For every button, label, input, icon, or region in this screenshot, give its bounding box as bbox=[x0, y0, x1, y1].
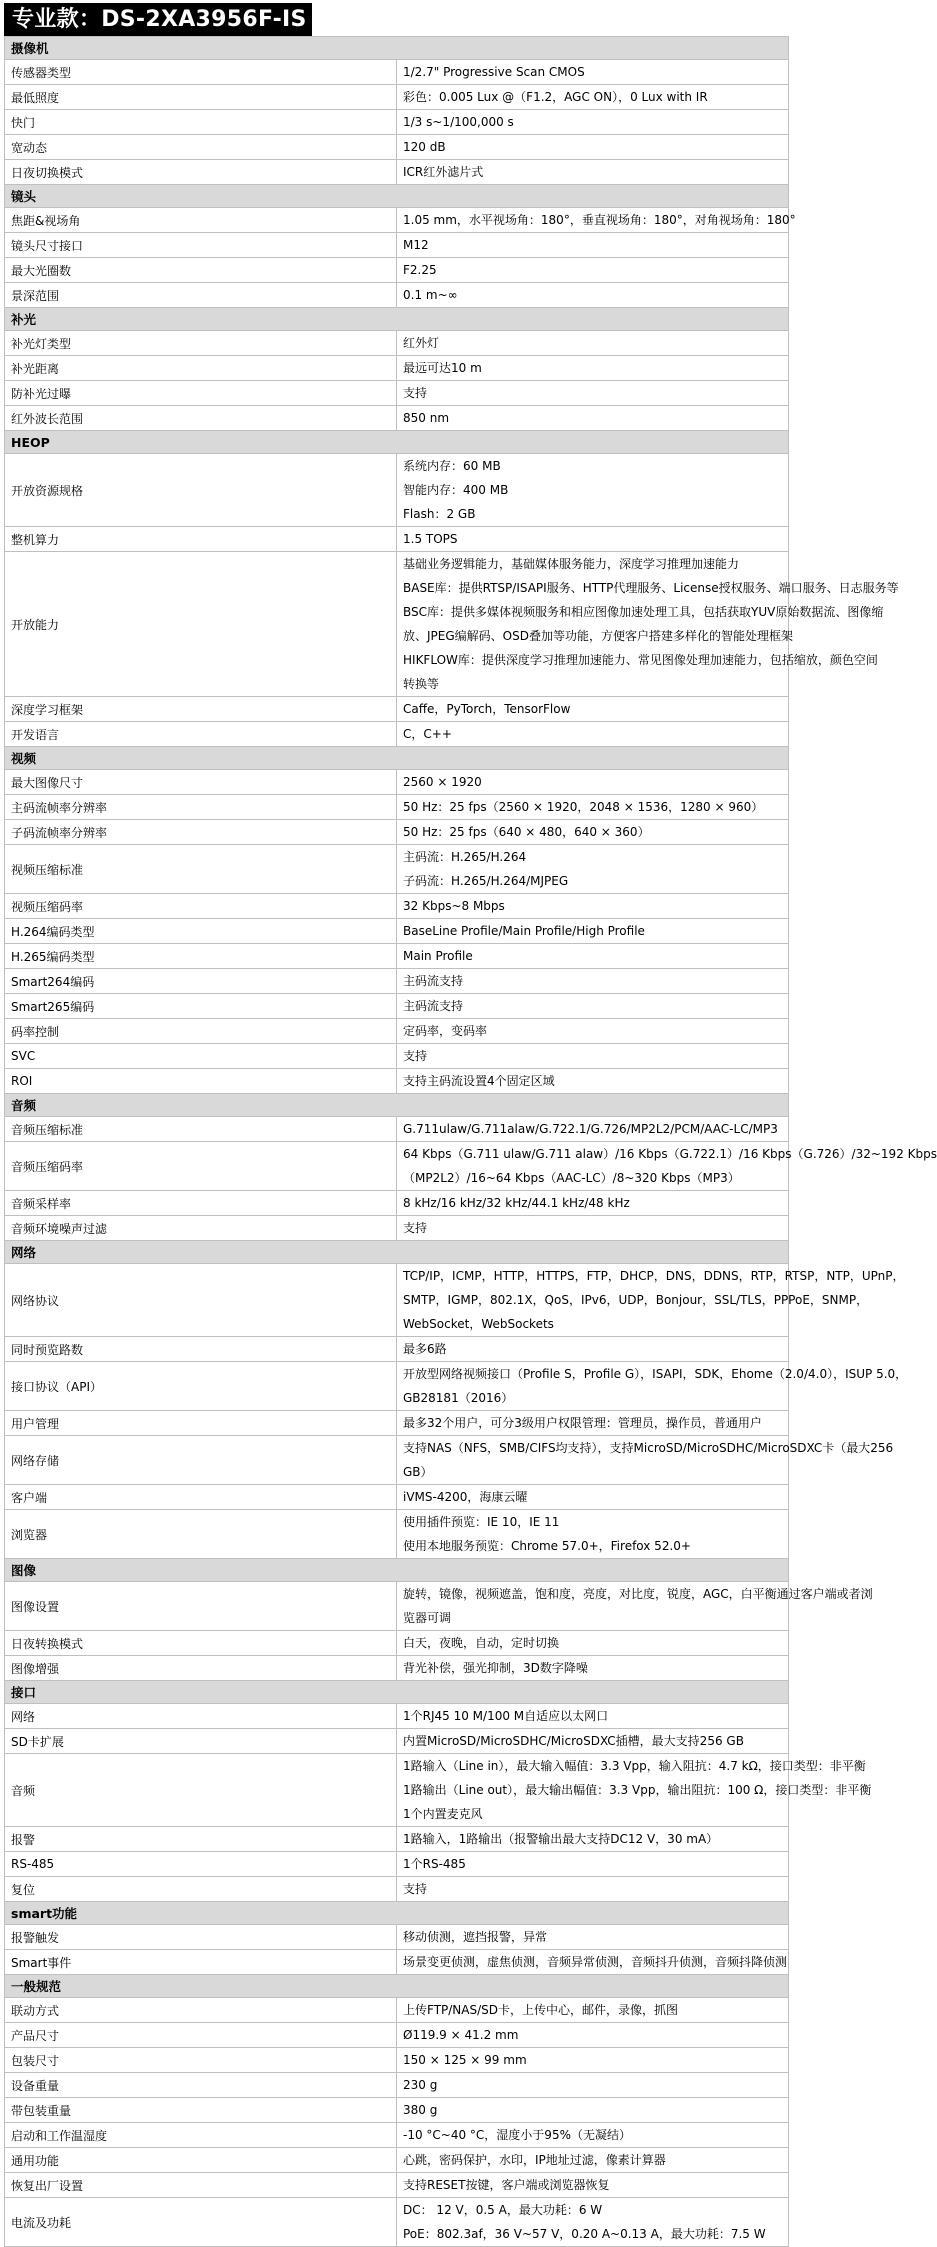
spec-row bbox=[5, 1754, 789, 1827]
spec-value bbox=[397, 944, 789, 969]
spec-value bbox=[397, 406, 789, 431]
spec-row bbox=[5, 1729, 789, 1754]
section-title: 补光 bbox=[5, 308, 789, 331]
spec-row bbox=[5, 527, 789, 552]
spec-row bbox=[5, 1117, 789, 1142]
spec-value-line: Flash：2 GB bbox=[403, 507, 476, 521]
spec-row bbox=[5, 135, 789, 160]
spec-label: 客户端 bbox=[5, 1485, 397, 1510]
spec-value-line: 8 kHz/16 kHz/32 kHz/44.1 kHz/48 kHz bbox=[403, 1196, 630, 1210]
spec-value bbox=[397, 1754, 872, 1827]
spec-row bbox=[5, 60, 789, 85]
spec-label: 同时预览路数 bbox=[5, 1337, 397, 1362]
spec-label: 最大图像尺寸 bbox=[5, 770, 397, 795]
spec-value-line: Main Profile bbox=[403, 949, 473, 963]
spec-value-line: 2560 × 1920 bbox=[403, 775, 482, 789]
spec-value-line: 放、JPEG编解码、OSD叠加等功能，方便客户搭建多样化的智能处理框架 bbox=[403, 629, 793, 643]
spec-label: 防补光过曝 bbox=[5, 381, 397, 406]
spec-value bbox=[397, 1191, 789, 1216]
spec-value-line: ICR红外滤片式 bbox=[403, 165, 484, 179]
spec-value-line: 支持主码流设置4个固定区域 bbox=[403, 1074, 555, 1088]
spec-label: 景深范围 bbox=[5, 283, 397, 308]
spec-row bbox=[5, 2023, 789, 2048]
spec-label: 音频环境噪声过滤 bbox=[5, 1216, 397, 1241]
spec-value-line: BSC库：提供多媒体视频服务和相应图像加速处理工具，包括获取YUV原始数据流、图像缩 bbox=[403, 605, 884, 619]
spec-value bbox=[397, 697, 789, 722]
spec-label: 传感器类型 bbox=[5, 60, 397, 85]
spec-value-line: G.711ulaw/G.711alaw/G.722.1/G.726/MP2L2/PCM/AAC-LC/MP3 bbox=[403, 1122, 778, 1136]
spec-row bbox=[5, 233, 789, 258]
spec-value bbox=[397, 1582, 873, 1631]
spec-label: 联动方式 bbox=[5, 1998, 397, 2023]
spec-value-line: 系统内存：60 MB bbox=[403, 459, 501, 473]
spec-value bbox=[397, 2123, 789, 2148]
spec-value-line: 850 nm bbox=[403, 411, 450, 425]
spec-value bbox=[397, 994, 789, 1019]
spec-value-line: 使用本地服务预览：Chrome 57.0+，Firefox 52.0+ bbox=[403, 1539, 691, 1553]
spec-value-line: 1.5 TOPS bbox=[403, 532, 458, 546]
spec-value bbox=[397, 2023, 789, 2048]
spec-label: 开放能力 bbox=[5, 552, 397, 697]
spec-value-line: -10 °C~40 °C，湿度小于95%（无凝结） bbox=[403, 2128, 631, 2142]
spec-row bbox=[5, 1044, 789, 1069]
spec-value bbox=[397, 1998, 789, 2023]
spec-value-line: 1/2.7" Progressive Scan CMOS bbox=[403, 65, 585, 79]
spec-value bbox=[397, 283, 789, 308]
spec-label: 通用功能 bbox=[5, 2148, 397, 2173]
spec-row bbox=[5, 919, 789, 944]
section-header bbox=[5, 1094, 789, 1117]
spec-value-line: WebSocket，WebSockets bbox=[403, 1317, 554, 1331]
spec-row bbox=[5, 697, 789, 722]
section-header bbox=[5, 1902, 789, 1925]
spec-value bbox=[397, 2173, 789, 2198]
spec-value bbox=[397, 1877, 789, 1902]
spec-value-line: SMTP，IGMP，802.1X，QoS，IPv6，UDP，Bonjour，SSL/TLS，PPPoE，SNMP， bbox=[403, 1293, 869, 1307]
spec-row bbox=[5, 2148, 789, 2173]
section-title: 一般规范 bbox=[5, 1975, 789, 1998]
spec-value bbox=[397, 527, 789, 552]
spec-value bbox=[397, 1704, 789, 1729]
spec-value-line: 最多6路 bbox=[403, 1342, 447, 1356]
spec-row bbox=[5, 381, 789, 406]
spec-label: 图像增强 bbox=[5, 1656, 397, 1681]
spec-label: 子码流帧率分辨率 bbox=[5, 820, 397, 845]
spec-row bbox=[5, 795, 789, 820]
spec-row bbox=[5, 1337, 789, 1362]
spec-row bbox=[5, 1510, 789, 1559]
spec-value bbox=[397, 894, 789, 919]
spec-row bbox=[5, 894, 789, 919]
spec-table bbox=[4, 36, 937, 2247]
spec-value-line: 上传FTP/NAS/SD卡，上传中心，邮件，录像，抓图 bbox=[403, 2003, 679, 2017]
spec-row bbox=[5, 1216, 789, 1241]
spec-value bbox=[397, 356, 789, 381]
spec-label: 设备重量 bbox=[5, 2073, 397, 2098]
spec-value-line: 背光补偿，强光抑制，3D数字降噪 bbox=[403, 1661, 588, 1675]
spec-row bbox=[5, 2098, 789, 2123]
section-header bbox=[5, 431, 789, 454]
spec-row bbox=[5, 258, 789, 283]
spec-value bbox=[397, 1264, 905, 1337]
spec-value-line: GB28181（2016） bbox=[403, 1391, 514, 1405]
spec-label: 电流及功耗 bbox=[5, 2198, 397, 2247]
spec-row bbox=[5, 1485, 789, 1510]
section-header bbox=[5, 1241, 789, 1264]
spec-row bbox=[5, 2173, 789, 2198]
spec-value-line: F2.25 bbox=[403, 263, 437, 277]
spec-value bbox=[397, 969, 789, 994]
spec-value bbox=[397, 1925, 789, 1950]
spec-label: 音频压缩标准 bbox=[5, 1117, 397, 1142]
spec-row bbox=[5, 1704, 789, 1729]
spec-value bbox=[397, 1631, 789, 1656]
spec-row bbox=[5, 454, 789, 527]
spec-row bbox=[5, 770, 789, 795]
spec-value-line: 最远可达10 m bbox=[403, 361, 482, 375]
spec-label: SD卡扩展 bbox=[5, 1729, 397, 1754]
spec-value-line: BaseLine Profile/Main Profile/High Profile bbox=[403, 924, 645, 938]
spec-value-line: iVMS-4200，海康云曜 bbox=[403, 1490, 528, 1504]
spec-row bbox=[5, 85, 789, 110]
spec-row bbox=[5, 944, 789, 969]
spec-value bbox=[397, 1337, 789, 1362]
spec-value bbox=[397, 1069, 789, 1094]
spec-row bbox=[5, 1925, 789, 1950]
spec-value-line: 内置MicroSD/MicroSDHC/MicroSDXC插槽，最大支持256 GB bbox=[403, 1734, 744, 1748]
spec-label: 补光灯类型 bbox=[5, 331, 397, 356]
spec-value-line: 主码流支持 bbox=[403, 974, 464, 988]
spec-value bbox=[397, 845, 789, 894]
section-header bbox=[5, 747, 789, 770]
spec-value bbox=[397, 454, 789, 527]
spec-value bbox=[397, 331, 789, 356]
section-title: 镜头 bbox=[5, 185, 789, 208]
section-title: smart功能 bbox=[5, 1902, 789, 1925]
spec-value-line: C，C++ bbox=[403, 727, 452, 741]
spec-label: 补光距离 bbox=[5, 356, 397, 381]
spec-label: 焦距&视场角 bbox=[5, 208, 397, 233]
section-title: HEOP bbox=[5, 431, 789, 454]
spec-label: 快门 bbox=[5, 110, 397, 135]
section-title: 视频 bbox=[5, 747, 789, 770]
spec-value-line: 150 × 125 × 99 mm bbox=[403, 2053, 527, 2067]
spec-row bbox=[5, 208, 789, 233]
spec-value-line: 支持NAS（NFS，SMB/CIFS均支持），支持MicroSD/MicroSDHC/MicroSDXC卡（最大256 bbox=[403, 1441, 894, 1455]
spec-label: Smart事件 bbox=[5, 1950, 397, 1975]
spec-label: 日夜转换模式 bbox=[5, 1631, 397, 1656]
spec-label: 音频压缩码率 bbox=[5, 1142, 397, 1191]
spec-value-line: Caffe，PyTorch，TensorFlow bbox=[403, 702, 571, 716]
spec-value-line: 1.05 mm，水平视场角：180°，垂直视场角：180°，对角视场角：180° bbox=[403, 213, 796, 227]
spec-value-line: 380 g bbox=[403, 2103, 438, 2117]
spec-row bbox=[5, 1852, 789, 1877]
spec-label: 接口协议（API） bbox=[5, 1362, 397, 1411]
spec-value bbox=[397, 1729, 789, 1754]
spec-value-line: 支持 bbox=[403, 1882, 428, 1896]
spec-value-line: 旋转，镜像，视频遮盖，饱和度，亮度，对比度，锐度，AGC，白平衡通过客户端或者浏 bbox=[403, 1587, 873, 1601]
spec-row bbox=[5, 1827, 789, 1852]
spec-value-line: 览器可调 bbox=[403, 1611, 452, 1625]
spec-value-line: 使用插件预览：IE 10，IE 11 bbox=[403, 1515, 560, 1529]
spec-value-line: 1/3 s~1/100,000 s bbox=[403, 115, 514, 129]
spec-row bbox=[5, 406, 789, 431]
spec-label: 图像设置 bbox=[5, 1582, 397, 1631]
spec-label: 视频压缩码率 bbox=[5, 894, 397, 919]
spec-label: 视频压缩标准 bbox=[5, 845, 397, 894]
spec-value bbox=[397, 208, 796, 233]
spec-value-line: 1路输出（Line out），最大输出幅值：3.3 Vpp，输出阻抗：100 Ω，接口类型：非平衡 bbox=[403, 1783, 872, 1797]
spec-value bbox=[397, 135, 789, 160]
spec-label: 报警 bbox=[5, 1827, 397, 1852]
spec-row bbox=[5, 331, 789, 356]
page-title: 专业款：DS-2XA3956F-IS bbox=[4, 3, 312, 36]
spec-row bbox=[5, 1264, 789, 1337]
section-title: 摄像机 bbox=[5, 37, 789, 60]
spec-value bbox=[397, 85, 789, 110]
spec-row bbox=[5, 2123, 789, 2148]
spec-row bbox=[5, 110, 789, 135]
spec-value-line: GB） bbox=[403, 1465, 433, 1479]
spec-row bbox=[5, 1069, 789, 1094]
section-header bbox=[5, 1681, 789, 1704]
spec-value-line: PoE：802.3af，36 V~57 V，0.20 A~0.13 A，最大功耗：7.5 W bbox=[403, 2227, 766, 2241]
spec-label: 最大光圈数 bbox=[5, 258, 397, 283]
spec-label: 整机算力 bbox=[5, 527, 397, 552]
spec-label: 浏览器 bbox=[5, 1510, 397, 1559]
spec-value-line: 50 Hz：25 fps（2560 × 1920，2048 × 1536，1280 × 960） bbox=[403, 800, 764, 814]
spec-label: 恢复出厂设置 bbox=[5, 2173, 397, 2198]
spec-label: H.264编码类型 bbox=[5, 919, 397, 944]
spec-label: 开发语言 bbox=[5, 722, 397, 747]
spec-label: ROI bbox=[5, 1069, 397, 1094]
spec-value bbox=[397, 1044, 789, 1069]
spec-value bbox=[397, 2148, 789, 2173]
spec-value bbox=[397, 233, 789, 258]
spec-label: 音频采样率 bbox=[5, 1191, 397, 1216]
spec-value-line: 支持RESET按键，客户端或浏览器恢复 bbox=[403, 2178, 610, 2192]
spec-label: 带包装重量 bbox=[5, 2098, 397, 2123]
spec-value-line: 1路输入（Line in），最大输入幅值：3.3 Vpp，输入阻抗：4.7 kΩ，接口类型：非平衡 bbox=[403, 1759, 866, 1773]
spec-value-line: TCP/IP，ICMP，HTTP，HTTPS，FTP，DHCP，DNS，DDNS，RTP，RTSP，NTP，UPnP， bbox=[403, 1269, 905, 1283]
spec-value-line: 红外灯 bbox=[403, 336, 440, 350]
spec-label: 网络 bbox=[5, 1704, 397, 1729]
spec-row bbox=[5, 1877, 789, 1902]
spec-value-line: DC： 12 V，0.5 A，最大功耗：6 W bbox=[403, 2203, 603, 2217]
section-title: 网络 bbox=[5, 1241, 789, 1264]
spec-value-line: 定码率，变码率 bbox=[403, 1024, 488, 1038]
spec-value bbox=[397, 1485, 789, 1510]
section-header bbox=[5, 185, 789, 208]
spec-value bbox=[397, 1827, 789, 1852]
spec-value bbox=[397, 1117, 789, 1142]
spec-value-line: 移动侦测，遮挡报警，异常 bbox=[403, 1930, 548, 1944]
spec-row bbox=[5, 722, 789, 747]
spec-row bbox=[5, 356, 789, 381]
spec-row bbox=[5, 845, 789, 894]
spec-value-line: （MP2L2）/16~64 Kbps（AAC-LC）/8~320 Kbps（MP3） bbox=[403, 1171, 740, 1185]
spec-row bbox=[5, 2198, 789, 2247]
spec-value-line: 子码流：H.265/H.264/MJPEG bbox=[403, 874, 569, 888]
spec-value bbox=[397, 1950, 789, 1975]
spec-label: H.265编码类型 bbox=[5, 944, 397, 969]
spec-row bbox=[5, 1142, 789, 1191]
spec-row bbox=[5, 1191, 789, 1216]
section-header bbox=[5, 1559, 789, 1582]
spec-value-line: 最多32个用户，可分3级用户权限管理：管理员，操作员，普通用户 bbox=[403, 1416, 762, 1430]
spec-value-line: 32 Kbps~8 Mbps bbox=[403, 899, 505, 913]
spec-label: 网络存储 bbox=[5, 1436, 397, 1485]
spec-row bbox=[5, 1019, 789, 1044]
spec-value-line: 开放型网络视频接口（Profile S，Profile G），ISAPI，SDK，Ehome（2.0/4.0），ISUP 5.0， bbox=[403, 1367, 908, 1381]
spec-value bbox=[397, 1510, 789, 1559]
spec-row bbox=[5, 283, 789, 308]
spec-value bbox=[397, 722, 789, 747]
spec-value-line: 1个RJ45 10 M/100 M自适应以太网口 bbox=[403, 1709, 609, 1723]
spec-row bbox=[5, 1950, 789, 1975]
spec-value bbox=[397, 60, 789, 85]
spec-row bbox=[5, 2073, 789, 2098]
spec-value bbox=[397, 2073, 789, 2098]
spec-row bbox=[5, 1411, 789, 1436]
section-title: 接口 bbox=[5, 1681, 789, 1704]
spec-value-line: BASE库：提供RTSP/ISAPI服务、HTTP代理服务、License授权服务、端口服务、日志服务等 bbox=[403, 581, 899, 595]
spec-value bbox=[397, 770, 789, 795]
spec-value bbox=[397, 1436, 894, 1485]
spec-value-line: 64 Kbps（G.711 ulaw/G.711 alaw）/16 Kbps（G.722.1）/16 Kbps（G.726）/32~192 Kbps bbox=[403, 1147, 937, 1161]
spec-value-line: 智能内存：400 MB bbox=[403, 483, 509, 497]
spec-label: 深度学习框架 bbox=[5, 697, 397, 722]
spec-label: 开放资源规格 bbox=[5, 454, 397, 527]
spec-value-line: 120 dB bbox=[403, 140, 446, 154]
spec-label: 红外波长范围 bbox=[5, 406, 397, 431]
spec-value bbox=[397, 1411, 789, 1436]
spec-value bbox=[397, 2098, 789, 2123]
spec-value bbox=[397, 1656, 789, 1681]
spec-label: RS-485 bbox=[5, 1852, 397, 1877]
spec-label: 报警触发 bbox=[5, 1925, 397, 1950]
section-title: 图像 bbox=[5, 1559, 789, 1582]
spec-label: 日夜切换模式 bbox=[5, 160, 397, 185]
spec-value-line: 转换等 bbox=[403, 677, 440, 691]
spec-value-line: 心跳，密码保护，水印，IP地址过滤，像素计算器 bbox=[403, 2153, 666, 2167]
spec-value-line: 1个内置麦克风 bbox=[403, 1807, 483, 1821]
spec-value bbox=[397, 1362, 908, 1411]
spec-label: 启动和工作温湿度 bbox=[5, 2123, 397, 2148]
spec-value-line: 支持 bbox=[403, 1221, 428, 1235]
spec-value bbox=[397, 919, 789, 944]
spec-row bbox=[5, 969, 789, 994]
spec-label: 最低照度 bbox=[5, 85, 397, 110]
section-header bbox=[5, 1975, 789, 1998]
spec-value-line: HIKFLOW库：提供深度学习推理加速能力、常见图像处理加速能力，包括缩放，颜色空间 bbox=[403, 653, 878, 667]
spec-value-line: 支持 bbox=[403, 386, 428, 400]
spec-label: 产品尺寸 bbox=[5, 2023, 397, 2048]
spec-value-line: 0.1 m~∞ bbox=[403, 288, 458, 302]
spec-value-line: 彩色：0.005 Lux @（F1.2，AGC ON），0 Lux with IR bbox=[403, 90, 708, 104]
spec-label: Smart265编码 bbox=[5, 994, 397, 1019]
spec-value-line: 支持 bbox=[403, 1049, 428, 1063]
spec-label: 码率控制 bbox=[5, 1019, 397, 1044]
spec-value-line: 主码流：H.265/H.264 bbox=[403, 850, 527, 864]
spec-value-line: 主码流支持 bbox=[403, 999, 464, 1013]
spec-row bbox=[5, 160, 789, 185]
spec-value-line: 1个RS-485 bbox=[403, 1857, 466, 1871]
spec-value-line: Ø119.9 × 41.2 mm bbox=[403, 2028, 519, 2042]
spec-row bbox=[5, 1631, 789, 1656]
spec-value bbox=[397, 160, 789, 185]
spec-row bbox=[5, 1582, 789, 1631]
spec-row bbox=[5, 994, 789, 1019]
spec-value-line: 230 g bbox=[403, 2078, 438, 2092]
spec-value bbox=[397, 795, 789, 820]
spec-value bbox=[397, 1852, 789, 1877]
section-header bbox=[5, 37, 789, 60]
section-header bbox=[5, 308, 789, 331]
spec-label: 网络协议 bbox=[5, 1264, 397, 1337]
spec-value-line: 基础业务逻辑能力，基础媒体服务能力，深度学习推理加速能力 bbox=[403, 557, 740, 571]
spec-value bbox=[397, 552, 899, 697]
spec-label: 用户管理 bbox=[5, 1411, 397, 1436]
spec-label: SVC bbox=[5, 1044, 397, 1069]
spec-row bbox=[5, 1436, 789, 1485]
spec-row bbox=[5, 552, 789, 697]
spec-row bbox=[5, 2048, 789, 2073]
spec-value-line: 白天，夜晚，自动，定时切换 bbox=[403, 1636, 560, 1650]
spec-value bbox=[397, 381, 789, 406]
spec-row bbox=[5, 820, 789, 845]
spec-row bbox=[5, 1998, 789, 2023]
spec-label: 包装尺寸 bbox=[5, 2048, 397, 2073]
spec-value bbox=[397, 2048, 789, 2073]
spec-value bbox=[397, 1142, 937, 1191]
spec-value bbox=[397, 1019, 789, 1044]
spec-label: Smart264编码 bbox=[5, 969, 397, 994]
spec-label: 主码流帧率分辨率 bbox=[5, 795, 397, 820]
spec-value-line: 场景变更侦测，虚焦侦测，音频异常侦测，音频抖升侦测，音频抖降侦测 bbox=[403, 1955, 788, 1969]
spec-value bbox=[397, 258, 789, 283]
section-title: 音频 bbox=[5, 1094, 789, 1117]
spec-value-line: 50 Hz：25 fps（640 × 480，640 × 360） bbox=[403, 825, 650, 839]
spec-label: 镜头尺寸接口 bbox=[5, 233, 397, 258]
spec-value-line: 1路输入，1路输出（报警输出最大支持DC12 V，30 mA） bbox=[403, 1832, 719, 1846]
spec-row bbox=[5, 1362, 789, 1411]
spec-label: 音频 bbox=[5, 1754, 397, 1827]
spec-value bbox=[397, 110, 789, 135]
spec-label: 宽动态 bbox=[5, 135, 397, 160]
spec-label: 复位 bbox=[5, 1877, 397, 1902]
spec-value bbox=[397, 820, 789, 845]
spec-row bbox=[5, 1656, 789, 1681]
spec-value bbox=[397, 1216, 789, 1241]
spec-value bbox=[397, 2198, 789, 2247]
spec-value-line: M12 bbox=[403, 238, 429, 252]
